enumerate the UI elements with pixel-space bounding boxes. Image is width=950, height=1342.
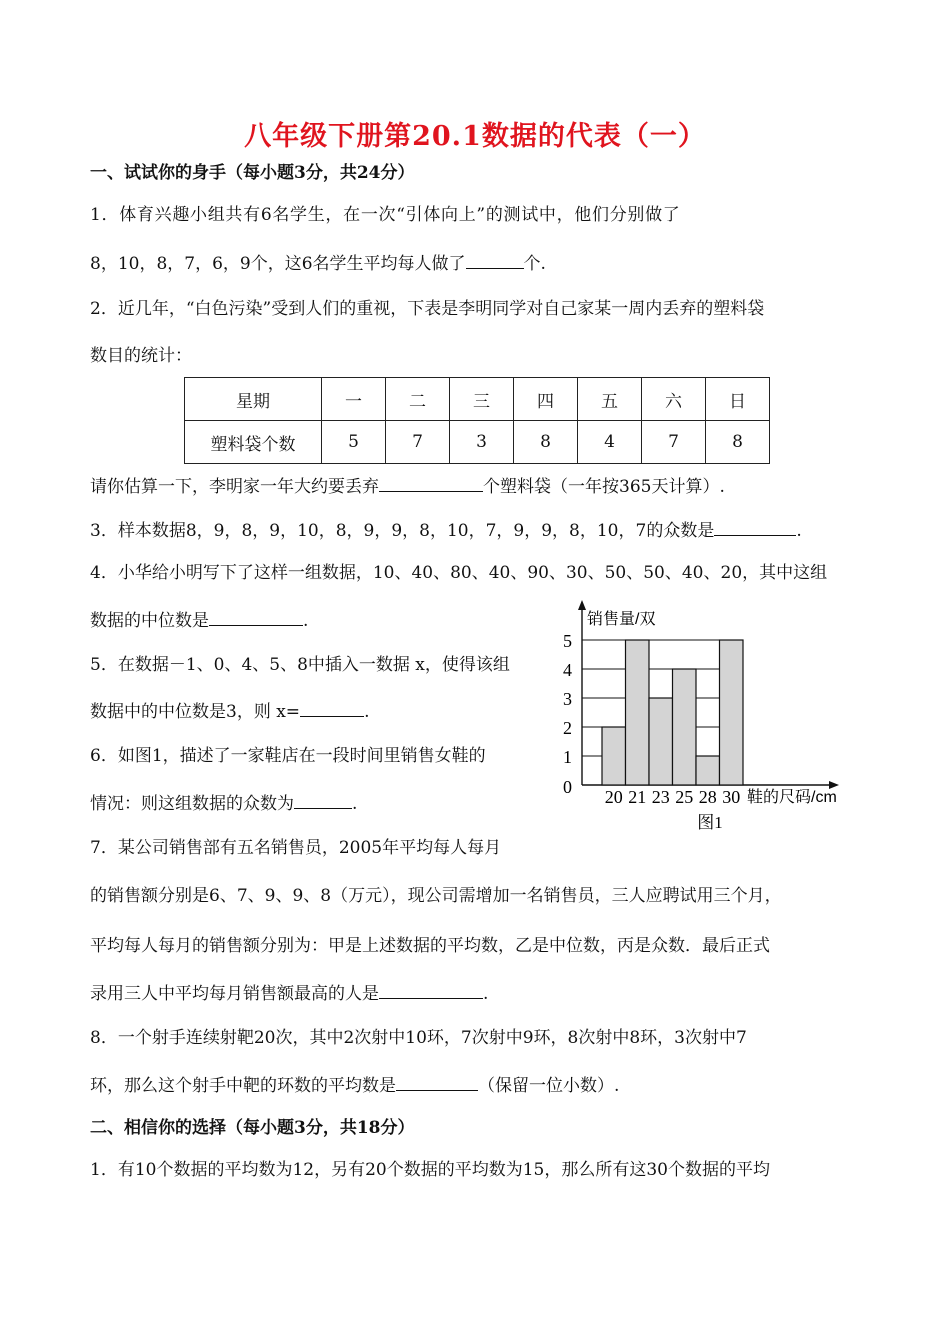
bar [602, 727, 626, 785]
x-tick-label: 30 [722, 787, 741, 807]
page-title: 八年级下册第20.1数据的代表（一） [244, 121, 706, 152]
q7-line2: 的销售额分别是6、7、9、9、8（万元），现公司需增加一名销售员，三人应聘试用三个月， [90, 886, 782, 906]
plastic-bag-table [184, 377, 770, 464]
q1-line2 [90, 249, 546, 274]
q5-line2 [90, 697, 369, 722]
section-heading-1: 一、试试你的身手（每小题3分，共24分） [90, 163, 415, 183]
table-row [185, 421, 770, 464]
table-cell: 7 [386, 421, 450, 464]
q6-line2 [90, 789, 357, 814]
bar [626, 640, 650, 785]
x-axis-arrow [829, 781, 839, 789]
q8-tail: （保留一位小数）. [478, 1076, 620, 1096]
q2-line2: 数目的统计： [90, 346, 192, 366]
x-tick-label: 23 [651, 787, 670, 807]
q8-text: 环，那么这个射手中靶的环数的平均数是 [90, 1076, 396, 1096]
q8-line2 [90, 1071, 619, 1096]
table-cell: 4 [578, 421, 642, 464]
answer-blank[interactable] [396, 1074, 478, 1091]
table-row [185, 378, 770, 421]
x-tick-label: 21 [628, 787, 647, 807]
bar [720, 640, 744, 785]
q7-line1: 7．某公司销售部有五名销售员，2005年平均每人每月 [90, 838, 502, 858]
table-cell: 8 [514, 421, 578, 464]
y-tick-label: 4 [563, 660, 572, 680]
answer-blank[interactable] [294, 792, 352, 809]
table-cell: 四 [514, 378, 578, 421]
q1-text: 8，10，8，7，6，9个，这6名学生平均每人做了 [90, 254, 466, 274]
table-cell: 3 [450, 421, 514, 464]
q4-text: 数据的中位数是 [90, 611, 209, 631]
answer-blank[interactable] [300, 700, 364, 717]
q2-tail: 个塑料袋（一年按365天计算）. [483, 477, 725, 497]
figure-caption: 图1 [697, 813, 723, 832]
q4-line2 [90, 606, 308, 631]
answer-blank[interactable] [379, 982, 483, 999]
x-tick-label: 25 [675, 787, 694, 807]
q7-line3: 平均每人每月的销售额分别为：甲是上述数据的平均数，乙是中位数，丙是众数．最后正式 [90, 936, 770, 956]
section-heading-2: 二、相信你的选择（每小题3分，共18分） [90, 1118, 415, 1138]
q2-line1: 2．近几年，“白色污染”受到人们的重视，下表是李明同学对自己家某一周内丢弃的塑料袋 [90, 299, 765, 319]
q1-tail: 个. [523, 254, 546, 274]
y-tick-label: 3 [563, 689, 572, 709]
bar [649, 698, 673, 785]
y-tick-label: 2 [563, 718, 572, 738]
q6-tail: . [352, 794, 358, 814]
q8-line1: 8．一个射手连续射靶20次，其中2次射中10环，7次射中9环，8次射中8环，3次射中7 [90, 1028, 747, 1048]
q7-line4 [90, 979, 488, 1004]
shoe-sales-chart [555, 600, 855, 832]
x-axis-label: 鞋的尺码/cm [747, 789, 837, 806]
table-cell: 一 [322, 378, 386, 421]
y-tick-label: 0 [563, 777, 572, 797]
y-axis-arrow [578, 600, 586, 610]
table-cell: 7 [642, 421, 706, 464]
answer-blank[interactable] [714, 519, 796, 536]
q2-line3 [90, 472, 725, 497]
answer-blank[interactable] [466, 252, 524, 269]
y-axis-label: 销售量/双 [587, 611, 656, 628]
bar [673, 669, 697, 785]
bar [696, 756, 720, 785]
x-tick-label: 20 [604, 787, 623, 807]
q3-tail: . [796, 521, 802, 541]
x-tick-label: 28 [698, 787, 717, 807]
table-cell: 5 [322, 421, 386, 464]
q5-text: 数据中的中位数是3，则 x= [90, 702, 301, 722]
q2-text: 请你估算一下，李明家一年大约要丢弃 [90, 477, 379, 497]
q4-line1: 4．小华给小明写下了这样一组数据，10、40、80、40、90、30、50、50、40、20，其中这组 [90, 563, 828, 583]
q5-line1: 5．在数据－1、0、4、5、8中插入一数据 x，使得该组 [90, 655, 510, 675]
table-cell: 六 [642, 378, 706, 421]
table-cell: 日 [706, 378, 770, 421]
table-cell: 五 [578, 378, 642, 421]
q7-text: 录用三人中平均每月销售额最高的人是 [90, 984, 379, 1004]
y-tick-label: 5 [563, 631, 572, 651]
y-tick-label: 1 [563, 747, 572, 767]
q4-tail: . [303, 611, 309, 631]
table-row-label: 塑料袋个数 [185, 421, 322, 464]
table-cell: 8 [706, 421, 770, 464]
q6-text: 情况：则这组数据的众数为 [90, 794, 294, 814]
table-header-label: 星期 [185, 378, 322, 421]
table-cell: 三 [450, 378, 514, 421]
q5-tail: . [364, 702, 370, 722]
q3-text: 3．样本数据8，9，8，9，10，8，9，9，8，10，7，9，9，8，10，7的众数是 [90, 521, 715, 541]
q7-tail: . [483, 984, 489, 1004]
q6-line1: 6．如图1，描述了一家鞋店在一段时间里销售女鞋的 [90, 746, 486, 766]
q1-line1: 1．体育兴趣小组共有6名学生，在一次“引体向上”的测试中，他们分别做了 [90, 205, 681, 225]
q9-line1: 1．有10个数据的平均数为12，另有20个数据的平均数为15，那么所有这30个数据的平均 [90, 1160, 770, 1180]
table-cell: 二 [386, 378, 450, 421]
answer-blank[interactable] [379, 475, 483, 492]
answer-blank[interactable] [209, 609, 303, 626]
q3-line [90, 516, 802, 541]
